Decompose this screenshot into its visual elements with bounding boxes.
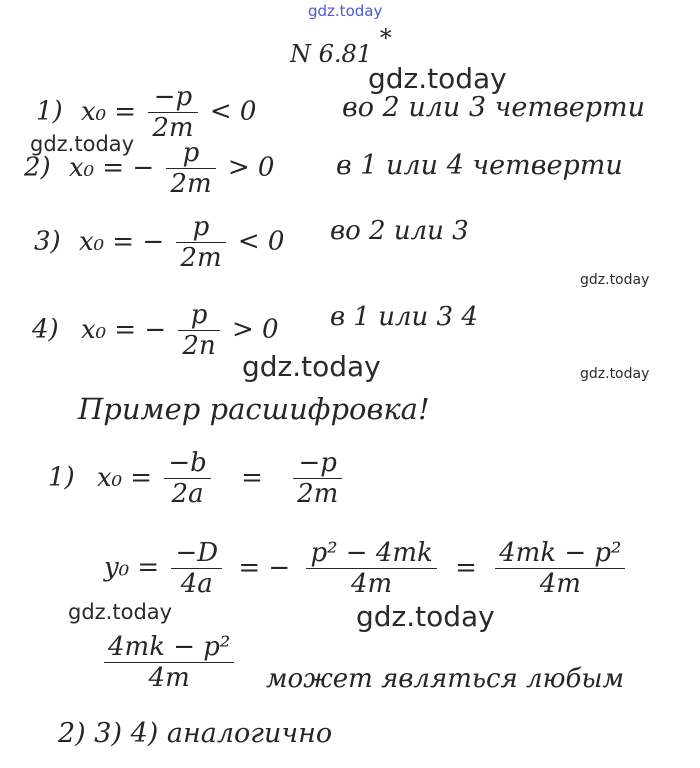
- derivation-y-equals: = −: [238, 552, 291, 583]
- watermark-small-right-2: gdz.today: [580, 366, 650, 382]
- derivation-result-fraction: [104, 632, 234, 693]
- item-2: [24, 138, 274, 199]
- watermark-large-1: gdz.today: [368, 62, 507, 95]
- derivation-result-numerator: 4mk − p²: [104, 632, 234, 663]
- derivation-y-f2-numerator: p² − 4mk: [306, 538, 436, 569]
- watermark-small-right-1: gdz.today: [580, 272, 650, 288]
- derivation-x-f1-numerator: −b: [164, 448, 210, 479]
- item-2-relation: > 0: [227, 152, 275, 183]
- item-2-lhs: x₀ = −: [68, 152, 155, 183]
- item-2-label: 2): [24, 152, 51, 183]
- derivation-result: [100, 632, 238, 693]
- derivation-y-f1-denominator: 4a: [180, 569, 213, 599]
- derivation-x-f1-denominator: 2a: [171, 479, 204, 509]
- item-3-lhs: x₀ = −: [78, 226, 165, 257]
- item-4-note: в 1 или 3 4: [330, 302, 478, 332]
- item-3-denominator: 2m: [180, 243, 222, 273]
- section-title: Пример расшифровка!: [78, 392, 430, 426]
- item-4-denominator: 2n: [182, 331, 216, 361]
- derivation-y-f3-numerator: 4mk − p²: [495, 538, 625, 569]
- item-2-denominator: 2m: [170, 169, 212, 199]
- item-4-label: 4): [32, 314, 59, 345]
- item-1-denominator: 2m: [152, 113, 194, 143]
- exercise-number-text: N 6.81: [290, 40, 373, 68]
- item-3: [34, 212, 284, 273]
- item-3-label: 3): [34, 226, 61, 257]
- derivation-x-lhs: x₀ =: [96, 462, 153, 493]
- item-1: [36, 82, 256, 143]
- item-1-relation: < 0: [209, 96, 257, 127]
- derivation-y-f2-denominator: 4m: [351, 569, 393, 599]
- derivation-x-f2-numerator: −p: [293, 448, 342, 479]
- item-2-note: в 1 или 4 четверти: [336, 150, 623, 181]
- item-3-note: во 2 или 3: [330, 216, 469, 246]
- item-4: [32, 300, 279, 361]
- item-2-fraction: [166, 138, 215, 199]
- item-4-fraction: [178, 300, 219, 361]
- derivation-y-f1-numerator: −D: [171, 538, 222, 569]
- item-4-numerator: p: [178, 300, 219, 331]
- item-1-numerator: −p: [148, 82, 197, 113]
- exercise-number: [290, 24, 392, 68]
- derivation-y: [104, 538, 629, 599]
- derivation-x-equals: =: [241, 462, 263, 493]
- derivation-x-fraction-2: [293, 448, 342, 509]
- footer-note: 2) 3) 4) аналогично: [58, 718, 333, 749]
- watermark-large-2: gdz.today: [242, 350, 381, 383]
- derivation-y-equals-2: =: [455, 552, 477, 583]
- derivation-y-f3-denominator: 4m: [539, 569, 581, 599]
- item-1-lhs: x₀ =: [80, 96, 137, 127]
- item-2-numerator: p: [166, 138, 215, 169]
- watermark-top: gdz.today: [308, 2, 383, 20]
- item-3-numerator: p: [176, 212, 225, 243]
- item-4-lhs: x₀ = −: [80, 314, 167, 345]
- derivation-y-fraction-2: [306, 538, 436, 599]
- derivation-result-denominator: 4m: [148, 663, 190, 693]
- item-3-fraction: [176, 212, 225, 273]
- watermark-large-3: gdz.today: [356, 600, 495, 633]
- derivation-y-fraction-3: [495, 538, 625, 599]
- derivation-x: [48, 448, 346, 509]
- derivation-x-f2-denominator: 2m: [297, 479, 339, 509]
- derivation-result-note: может являться любым: [266, 664, 625, 694]
- item-4-relation: > 0: [231, 314, 279, 345]
- exercise-star: *: [379, 24, 392, 52]
- derivation-y-fraction-1: [171, 538, 222, 599]
- derivation-y-lhs: y₀ =: [104, 552, 160, 583]
- item-3-relation: < 0: [237, 226, 285, 257]
- watermark-mid-left: gdz.today: [30, 132, 135, 156]
- derivation-label: 1): [48, 462, 75, 493]
- derivation-x-fraction-1: [164, 448, 210, 509]
- item-1-fraction: [148, 82, 197, 143]
- watermark-left-lower: gdz.today: [68, 600, 173, 624]
- item-1-note: во 2 или 3 четверти: [342, 92, 645, 123]
- item-1-label: 1): [36, 96, 63, 127]
